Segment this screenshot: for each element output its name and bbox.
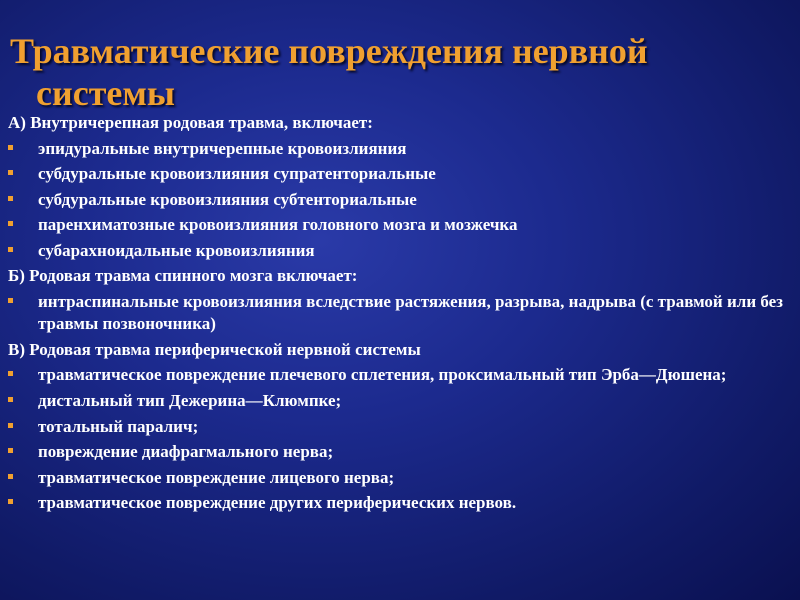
slide-content (8, 110, 792, 516)
list-item (8, 465, 792, 491)
list-item-text: травматическое повреждение лицевого нерва; (38, 467, 395, 487)
section-heading-text: А) Внутричерепная родовая травма, включает: (8, 113, 373, 132)
square-bullet-icon (8, 423, 13, 428)
square-bullet-icon (8, 397, 13, 402)
square-bullet-icon (8, 145, 13, 150)
square-bullet-icon (8, 448, 13, 453)
list-item-text: дистальный тип Дежерина—Клюмпке; (38, 391, 342, 410)
list-item (8, 439, 792, 465)
square-bullet-icon (8, 474, 13, 479)
section-heading-a (8, 110, 792, 136)
list-item (8, 388, 792, 414)
section-heading-text: Б) Родовая травма спинного мозга включает: (8, 266, 358, 285)
list-item (8, 362, 792, 388)
list-item (8, 490, 792, 516)
list-item-text: интраспинальные кровоизлияния вследствие растяжения, разрыва, надрыва (с травмой или без травмы позвоночника) (38, 291, 784, 333)
list-item (8, 289, 792, 337)
square-bullet-icon (8, 371, 13, 376)
section-heading-v (8, 337, 792, 363)
slide-title-line-1: Травматические повреждения нервной (10, 31, 648, 71)
list-item (8, 212, 792, 238)
list-item-text: паренхиматозные кровоизлияния головного мозга и мозжечка (38, 215, 518, 234)
list-item-text: субарахноидальные кровоизлияния (38, 240, 315, 260)
list-item-text: тотальный паралич; (38, 416, 199, 436)
list-item-text: субдуральные кровоизлияния супратенториальные (38, 164, 436, 183)
list-item (8, 187, 792, 213)
list-item (8, 136, 792, 162)
square-bullet-icon (8, 499, 13, 504)
list-item-text: травматическое повреждение плечевого сплетения, проксимальный тип Эрба—Дюшена; (38, 365, 727, 384)
section-heading-text: В) Родовая травма периферической нервной системы (8, 339, 421, 359)
list-item-text: эпидуральные внутричерепные кровоизлияния (38, 138, 407, 158)
square-bullet-icon (8, 221, 13, 226)
square-bullet-icon (8, 196, 13, 201)
section-heading-b (8, 263, 792, 289)
list-item (8, 238, 792, 264)
slide-title (10, 30, 790, 114)
square-bullet-icon (8, 170, 13, 175)
list-item-text: повреждение диафрагмального нерва; (38, 442, 334, 461)
list-item (8, 161, 792, 187)
square-bullet-icon (8, 298, 13, 303)
list-item-text: субдуральные кровоизлияния субтенториальные (38, 189, 417, 209)
list-item-text: травматическое повреждение других периферических нервов. (38, 493, 517, 512)
list-item (8, 414, 792, 440)
slide-title-line-2: системы (36, 73, 175, 113)
square-bullet-icon (8, 247, 13, 252)
